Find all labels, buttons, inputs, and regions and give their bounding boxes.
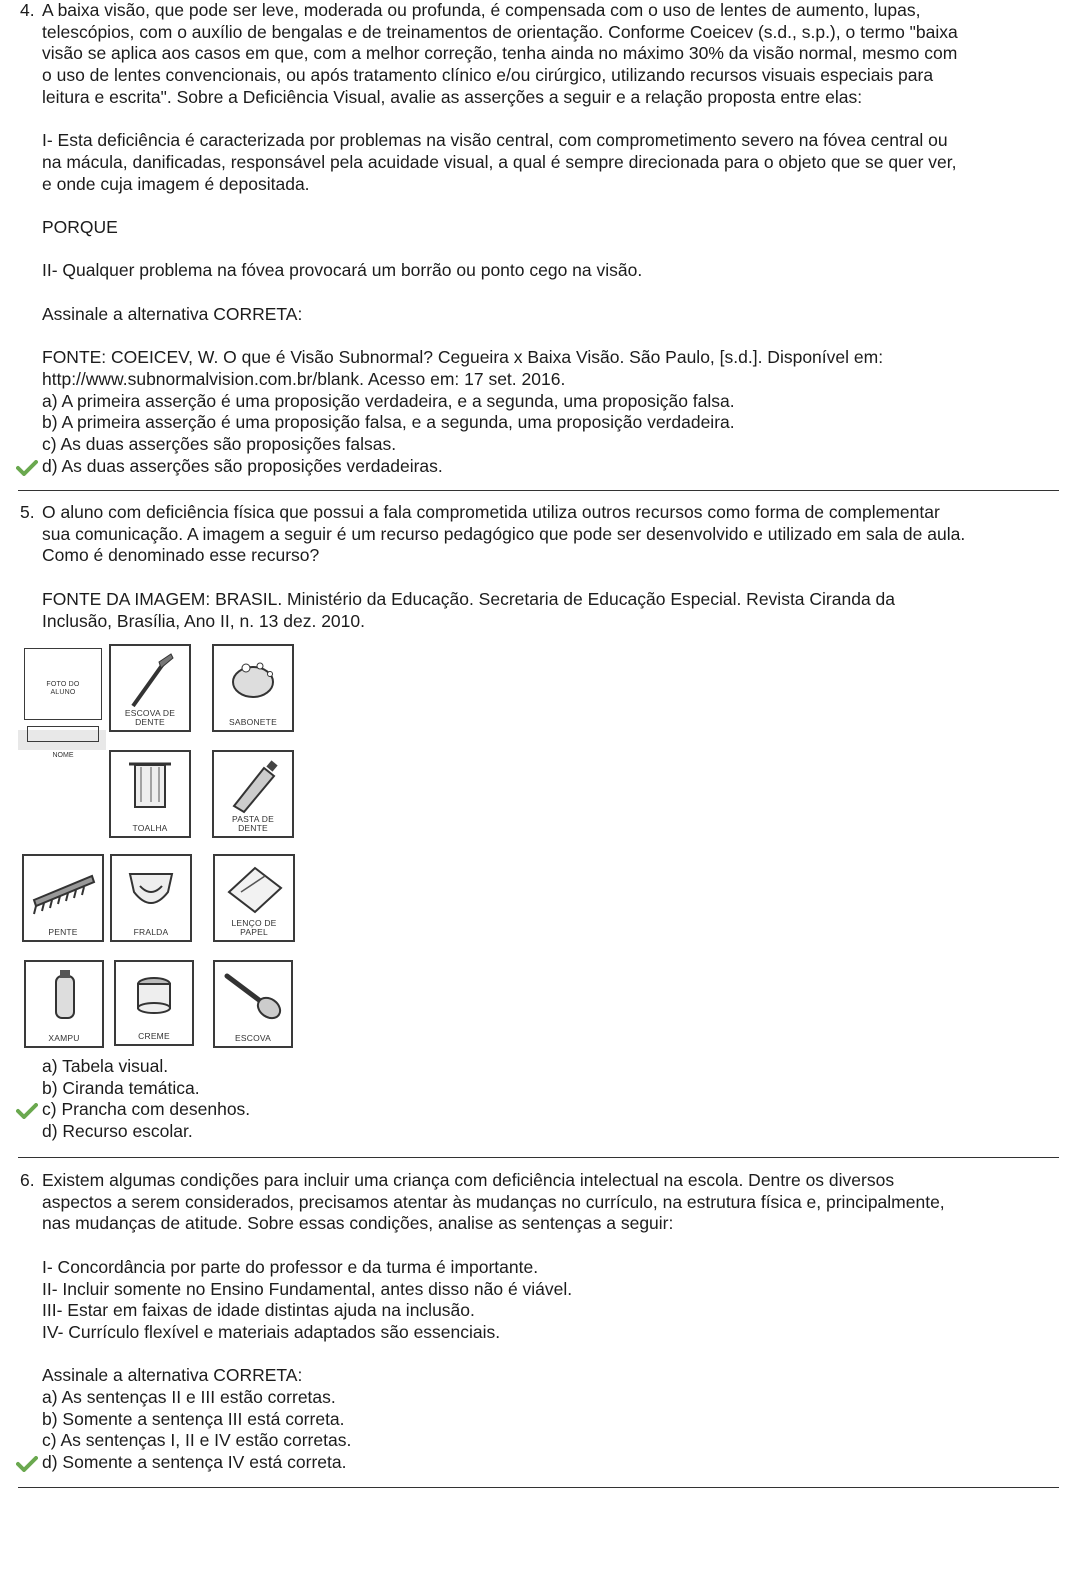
card-label: PASTA DE <box>232 814 274 824</box>
option-text: a) As sentenças II e III estão corretas. <box>42 1387 336 1407</box>
source-citation <box>42 589 1062 632</box>
assertion-1 <box>42 130 1062 195</box>
diaper-icon <box>112 856 190 926</box>
source-line: FONTE: COEICEV, W. O que é Visão Subnormal? Cegueira x Baixa Visão. São Paulo, [s.d.]. Disponível em: <box>42 347 884 368</box>
intro-line: nas mudanças de atitude. Sobre essas condições, analise as sentenças a seguir: <box>42 1213 674 1234</box>
options-list <box>42 1056 1062 1143</box>
assertion-2: II- Qualquer problema na fóvea provocará um borrão ou ponto cego na visão. <box>42 260 643 281</box>
cream-jar-icon <box>116 962 192 1032</box>
card-toothpaste <box>212 750 294 838</box>
intro-line: A baixa visão, que pode ser leve, moderada ou profunda, é compensada com o uso de lentes de aumento, lupas, <box>42 0 921 20</box>
intro-line: telescópios, com o auxílio de bengalas e de treinamentos de orientação. Conforme Coeicev (s.d., s.p.), o termo "baixa <box>42 21 958 42</box>
card-soap <box>212 644 294 732</box>
option-a[interactable] <box>42 1056 1062 1078</box>
option-c[interactable] <box>42 1430 1062 1452</box>
card-shampoo <box>24 960 104 1048</box>
card-label: PAPEL <box>240 927 268 937</box>
card-label: LENÇO DE <box>231 918 277 928</box>
assertion-line: na mácula, danificadas, responsável pela acuidade visual, a qual é sempre direcionada para o objeto que se quer ver, <box>42 151 957 172</box>
option-d[interactable] <box>42 1121 1062 1143</box>
porque-label: PORQUE <box>42 217 118 237</box>
intro-line: Como é denominado esse recurso? <box>42 545 320 566</box>
option-text: a) Tabela visual. <box>42 1056 169 1076</box>
instruction: Assinale a alternativa CORRETA: <box>42 1365 303 1386</box>
card-cream <box>114 960 194 1046</box>
intro-line: leitura e escrita". Sobre a Deficiência Visual, avalie as asserções a seguir e a relação proposta entre elas: <box>42 86 863 107</box>
name-box <box>27 726 99 742</box>
source-line: FONTE DA IMAGEM: BRASIL. Ministério da Educação. Secretaria de Educação Especial. Revista Ciranda da <box>42 588 896 609</box>
card-label: TOALHA <box>132 823 168 833</box>
question-body <box>42 1170 1062 1474</box>
option-b[interactable] <box>42 1078 1062 1100</box>
intro-line: aspectos a serem considerados, precisamos atentar às mudanças no currículo, na estrutura física e, principalmente, <box>42 1191 945 1212</box>
card-towel <box>109 750 191 838</box>
divider <box>18 1157 1059 1158</box>
sentence: IV- Currículo flexível e materiais adaptados são essenciais. <box>42 1321 501 1342</box>
question-body <box>42 0 1062 477</box>
assertion-line: e onde cuja imagem é depositada. <box>42 173 310 194</box>
option-text: a) A primeira asserção é uma proposição verdadeira, e a segunda, uma proposição falsa. <box>42 390 735 411</box>
toothpaste-icon <box>214 752 292 822</box>
option-text: c) As sentenças I, II e IV estão corretas. <box>42 1430 352 1451</box>
option-c[interactable] <box>42 434 1062 456</box>
divider <box>18 490 1059 491</box>
question-intro <box>42 502 1062 567</box>
sentences-list <box>42 1257 1062 1344</box>
tissue-icon <box>215 856 293 926</box>
question-number: 6. <box>20 1170 35 1190</box>
card-label: CREME <box>138 1031 170 1041</box>
correct-check-icon <box>16 1456 38 1472</box>
picture-board-image <box>18 640 298 1055</box>
toothbrush-icon <box>111 646 189 716</box>
towel-icon <box>111 752 189 822</box>
card-label: DENTE <box>135 717 165 727</box>
option-text: b) Ciranda temática. <box>42 1077 200 1098</box>
instruction: Assinale a alternativa CORRETA: <box>42 303 303 324</box>
option-a[interactable] <box>42 1387 1062 1409</box>
option-b[interactable] <box>42 412 1062 434</box>
sentence: I- Concordância por parte do professor e da turma é importante. <box>42 1256 539 1277</box>
card-label: SABONETE <box>229 717 277 727</box>
intro-line: sua comunicação. A imagem a seguir é um recurso pedagógico que pode ser desenvolvido e utilizado em sala de aula. <box>42 523 966 544</box>
card-label: FRALDA <box>133 927 169 937</box>
intro-line: o uso de lentes convencionais, ou após tratamento clínico e/ou cirúrgico, utilizando recursos visuais especiais para <box>42 65 934 86</box>
question-number: 4. <box>20 0 35 20</box>
card-label: ESCOVA <box>235 1033 271 1043</box>
option-text: c) As duas asserções são proposições falsas. <box>42 433 397 454</box>
source-line: Inclusão, Brasília, Ano II, n. 13 dez. 2010. <box>42 610 365 631</box>
card-label: ESCOVA DE <box>124 708 176 718</box>
option-c[interactable] <box>42 1099 1062 1121</box>
correct-check-icon <box>16 460 38 476</box>
card-label: XAMPU <box>48 1033 80 1043</box>
card-hairbrush <box>213 960 293 1048</box>
question-number: 5. <box>20 502 35 522</box>
card-comb <box>22 854 104 942</box>
option-text: b) A primeira asserção é uma proposição falsa, e a segunda, uma proposição verdadeira. <box>42 412 735 433</box>
hairbrush-icon <box>215 962 291 1032</box>
correct-check-icon <box>16 1103 38 1119</box>
option-text: d) Somente a sentença IV está correta. <box>42 1452 347 1473</box>
source-citation <box>42 347 1062 390</box>
option-text: d) As duas asserções são proposições verdadeiras. <box>42 455 443 476</box>
card-label: PENTE <box>48 927 78 937</box>
intro-line: visão se aplica aos casos em que, com a melhor correção, tenha ainda no máximo 30% da visão normal, mesmo com <box>42 43 958 64</box>
question-intro <box>42 0 1062 109</box>
sentence: III- Estar em faixas de idade distintas ajuda na inclusão. <box>42 1300 475 1321</box>
options-list <box>42 391 1062 478</box>
source-line: http://www.subnormalvision.com.br/blank. Acesso em: 17 set. 2016. <box>42 368 566 389</box>
question-body <box>42 502 1062 632</box>
intro-line: O aluno com deficiência física que possui a fala comprometida utiliza outros recursos como forma de complementar <box>42 502 940 522</box>
card-label: DENTE <box>238 823 268 833</box>
card-tissue <box>213 854 295 942</box>
shampoo-icon <box>26 962 102 1032</box>
photo-card <box>24 648 102 720</box>
options-list <box>42 1387 1062 1474</box>
option-b[interactable] <box>42 1409 1062 1431</box>
card-diaper <box>110 854 192 942</box>
sentence: II- Incluir somente no Ensino Fundamental, antes disso não é viável. <box>42 1278 573 1299</box>
name-label: NOME <box>52 752 74 759</box>
photo-label: ALUNO <box>50 689 76 696</box>
intro-line: Existem algumas condições para incluir uma criança com deficiência intelectual na escola. Dentre os diversos <box>42 1170 895 1190</box>
comb-icon <box>24 856 102 926</box>
option-text: b) Somente a sentença III está correta. <box>42 1408 345 1429</box>
question-intro <box>42 1170 1062 1235</box>
photo-label: FOTO DO <box>46 681 80 688</box>
assertion-line: I- Esta deficiência é caracterizada por problemas na visão central, com comprometimento severo na fóvea central ou <box>42 130 948 151</box>
option-a[interactable] <box>42 391 1062 413</box>
card-toothbrush <box>109 644 191 732</box>
option-d[interactable] <box>42 1452 1062 1474</box>
option-text: d) Recurso escolar. <box>42 1121 193 1142</box>
divider <box>18 1487 1059 1488</box>
soap-icon <box>214 646 292 716</box>
option-d[interactable] <box>42 456 1062 478</box>
option-text: c) Prancha com desenhos. <box>42 1099 251 1120</box>
